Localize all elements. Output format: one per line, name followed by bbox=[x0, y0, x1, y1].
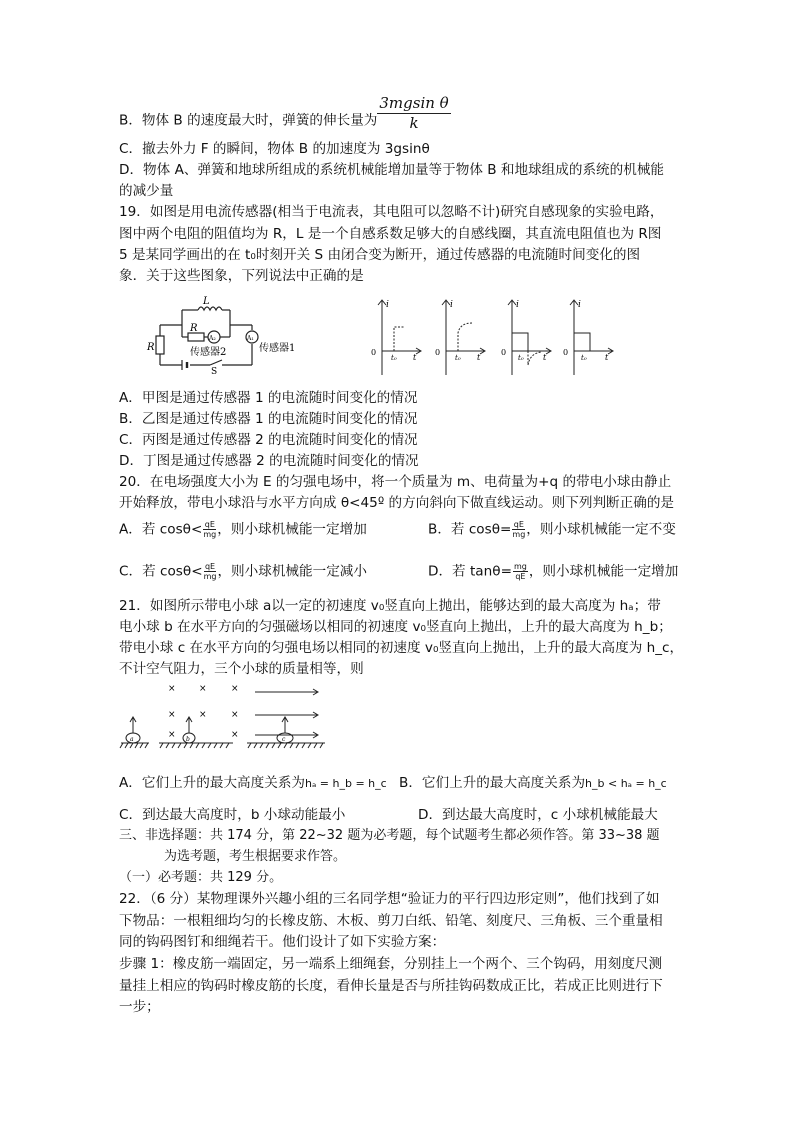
g2-t0: t₀ bbox=[455, 354, 461, 362]
q22-line3: 同的钩码图钉和细绳若干。他们设计了如下实验方案： bbox=[119, 934, 446, 950]
g1-o: 0 bbox=[371, 348, 377, 357]
label-R1: R bbox=[147, 342, 155, 353]
q20-d-pre: D．若 tanθ= bbox=[428, 563, 512, 580]
section3-title-line2: 为选考题，考生根据要求作答。 bbox=[164, 849, 347, 864]
q18-fraction-den: k bbox=[409, 114, 419, 132]
g4-t: t bbox=[605, 353, 609, 362]
cross-mark: × bbox=[231, 730, 239, 740]
g3-o: 0 bbox=[501, 348, 507, 357]
g3-t0: t₀ bbox=[518, 354, 524, 362]
q21-option-c: C．到达最大高度时，b 小球动能最小 bbox=[119, 807, 346, 823]
q21-diagram bbox=[119, 680, 335, 752]
q19-option-c: C．丙图是通过传感器 2 的电流随时间变化的情况 bbox=[119, 432, 418, 448]
q21-stem-line2: 电小球 b 在水平方向的匀强磁场以相同的初速度 v₀竖直向上抛出，上升的最大高度为 h_b； bbox=[119, 619, 672, 635]
q20-b-post: ，则小球机械能一定不变 bbox=[526, 521, 676, 538]
g3-i: i bbox=[516, 300, 519, 310]
q21-b-relation: h_b < hₐ = h_c bbox=[585, 777, 667, 790]
q20-option-d bbox=[428, 562, 678, 581]
q18-option-d-line2: 的减少量 bbox=[119, 183, 174, 199]
cross-mark: × bbox=[168, 684, 176, 694]
cross-mark: × bbox=[168, 730, 176, 740]
q20-d-post: ，则小球机械能一定增加 bbox=[528, 563, 679, 580]
q22-line4: 步骤 1：橡皮筋一端固定，另一端系上细绳套，分别挂上一个两个、三个钩码，用刻度尺测 bbox=[119, 956, 663, 972]
q18-option-c: C．撤去外力 F 的瞬间，物体 B 的加速度为 3gsinθ bbox=[119, 141, 430, 157]
q22-line1: 22．（6 分）某物理课外兴趣小组的三名同学想“验证力的平行四边形定则”，他们找到了如 bbox=[119, 891, 660, 907]
section3-title-line1: 三、非选择题：共 174 分，第 22~32 题为必考题，每个试题考生都必须作答。第 33~38 题 bbox=[119, 828, 660, 843]
g4-o: 0 bbox=[563, 348, 569, 357]
q19-stem-line3: 5 是某同学画出的在 t₀时刻开关 S 由闭合变为断开，通过传感器的电流随时间变化的图 bbox=[119, 247, 641, 263]
cross-mark: × bbox=[199, 710, 207, 720]
q20-c-post: ，则小球机械能一定减小 bbox=[217, 563, 367, 580]
q20-d-fraction bbox=[513, 562, 528, 581]
q20-d-den: qE bbox=[515, 572, 526, 581]
q20-option-c bbox=[119, 562, 367, 581]
q19-option-d: D．丁图是通过传感器 2 的电流随时间变化的情况 bbox=[119, 453, 419, 469]
q22-line2: 下物品：一根粗细均匀的长橡皮筋、木板、剪刀白纸、铅笔、刻度尺、三角板、三个重量相 bbox=[119, 913, 663, 929]
q20-b-pre: B．若 cosθ= bbox=[428, 521, 512, 538]
q20-a-post: ，则小球机械能一定增加 bbox=[217, 521, 367, 538]
q18-fraction-num: 3mgsin θ bbox=[379, 94, 449, 112]
ammeter-a2-label: A₂ bbox=[209, 335, 216, 342]
q20-a-fraction bbox=[203, 520, 216, 539]
ball-c-label: c bbox=[282, 736, 286, 743]
cross-mark: × bbox=[231, 710, 239, 720]
q21-a-relation: hₐ = h_b = h_c bbox=[305, 777, 387, 790]
q20-option-b bbox=[428, 520, 676, 539]
q18-fraction bbox=[377, 94, 450, 133]
ammeter-a1-label: A₁ bbox=[247, 335, 254, 342]
q20-d-num: mg bbox=[513, 562, 527, 571]
q21-option-b bbox=[399, 774, 667, 793]
q22-line6: 一步； bbox=[119, 999, 160, 1015]
q20-b-num: qE bbox=[513, 520, 524, 529]
ball-a-label: a bbox=[130, 736, 134, 743]
ball-b-label: b bbox=[186, 736, 190, 743]
q20-c-num: qE bbox=[204, 562, 216, 571]
q20-stem-line2: 开始释放，带电小球沿与水平方向成 θ<45º 的方向斜向下做直线运动。则下列判断正确的是 bbox=[119, 495, 675, 511]
g1-i: i bbox=[386, 300, 389, 310]
cross-mark: × bbox=[231, 684, 239, 694]
section3-required: （一）必考题：共 129 分。 bbox=[119, 870, 283, 885]
q21-stem-line3: 带电小球 c 在水平方向的匀强电场以相同的初速度 v₀竖直向上抛出，上升的最大高度为 h_c， bbox=[119, 640, 684, 656]
q19-stem-line4: 象．关于这些图象，下列说法中正确的是 bbox=[119, 268, 364, 284]
g3-t: t bbox=[543, 353, 547, 362]
q20-option-a bbox=[119, 520, 367, 539]
q20-c-den: mg bbox=[203, 572, 217, 581]
q21-stem-line4: 不计空气阻力，三个小球的质量相等，则 bbox=[119, 661, 364, 677]
label-L: L bbox=[203, 296, 210, 307]
q18-option-d-line1: D．物体 A、弹簧和地球所组成的系统机械能增加量等于物体 B 和地球组成的系统的机械能 bbox=[119, 162, 665, 178]
label-switch: S bbox=[211, 367, 218, 377]
g2-i: i bbox=[450, 300, 453, 310]
q20-b-fraction bbox=[512, 520, 525, 539]
q19-graph-3 bbox=[498, 297, 554, 381]
g1-t: t bbox=[413, 353, 417, 362]
q19-graph-2 bbox=[432, 297, 488, 381]
q20-a-pre: A．若 cosθ< bbox=[119, 521, 203, 538]
q21-option-a bbox=[119, 774, 387, 793]
g2-t: t bbox=[477, 353, 481, 362]
q20-b-den: mg bbox=[512, 530, 526, 539]
g2-o: 0 bbox=[435, 348, 441, 357]
q19-circuit-diagram bbox=[140, 292, 300, 377]
g4-t0: t₀ bbox=[581, 354, 587, 362]
q22-line5: 量挂上相应的钩码时橡皮筋的长度，看伸长量是否与所挂钩码数成正比，若成正比则进行下 bbox=[119, 978, 663, 994]
q21-stem-line1: 21．如图所示带电小球 a以一定的初速度 v₀竖直向上抛出，能够达到的最大高度为 hₐ；带 bbox=[119, 598, 661, 614]
cross-mark: × bbox=[199, 684, 207, 694]
q19-stem-line1: 19．如图是用电流传感器(相当于电流表，其电阻可以忽略不计)研究自感现象的实验电路， bbox=[119, 204, 664, 220]
label-sensor1: 传感器1 bbox=[259, 343, 296, 354]
q19-option-a: A．甲图是通过传感器 1 的电流随时间变化的情况 bbox=[119, 390, 418, 406]
label-R2: R bbox=[190, 323, 198, 334]
q19-graph-1 bbox=[368, 297, 424, 381]
q18-option-b-text: B．物体 B 的速度最大时，弹簧的伸长量为 bbox=[119, 112, 378, 129]
q20-c-fraction bbox=[204, 562, 217, 581]
q18-option-b bbox=[119, 94, 451, 133]
q21-b-text: B．它们上升的最大高度关系为 bbox=[399, 775, 586, 791]
q20-a-den: mg bbox=[203, 530, 217, 539]
q19-stem-line2: 图中两个电阻的阻值均为 R，L 是一个自感系数足够大的自感线圈，其直流电阻值也为 R图 bbox=[119, 226, 662, 242]
g4-i: i bbox=[578, 300, 581, 310]
q19-graph-4 bbox=[560, 297, 616, 381]
g1-t0: t₀ bbox=[391, 354, 397, 362]
q21-option-d: D．到达最大高度时，c 小球机械能最大 bbox=[418, 807, 658, 823]
q20-stem-line1: 20．在电场强度大小为 E 的匀强电场中，将一个质量为 m、电荷量为+q 的带电小球由静止 bbox=[119, 474, 672, 490]
q21-a-text: A．它们上升的最大高度关系为 bbox=[119, 775, 306, 791]
q19-option-b: B．乙图是通过传感器 1 的电流随时间变化的情况 bbox=[119, 411, 418, 427]
q20-c-pre: C．若 cosθ< bbox=[119, 563, 203, 580]
q20-a-num: qE bbox=[204, 520, 215, 529]
label-sensor2: 传感器2 bbox=[190, 347, 227, 358]
cross-mark: × bbox=[168, 710, 176, 720]
